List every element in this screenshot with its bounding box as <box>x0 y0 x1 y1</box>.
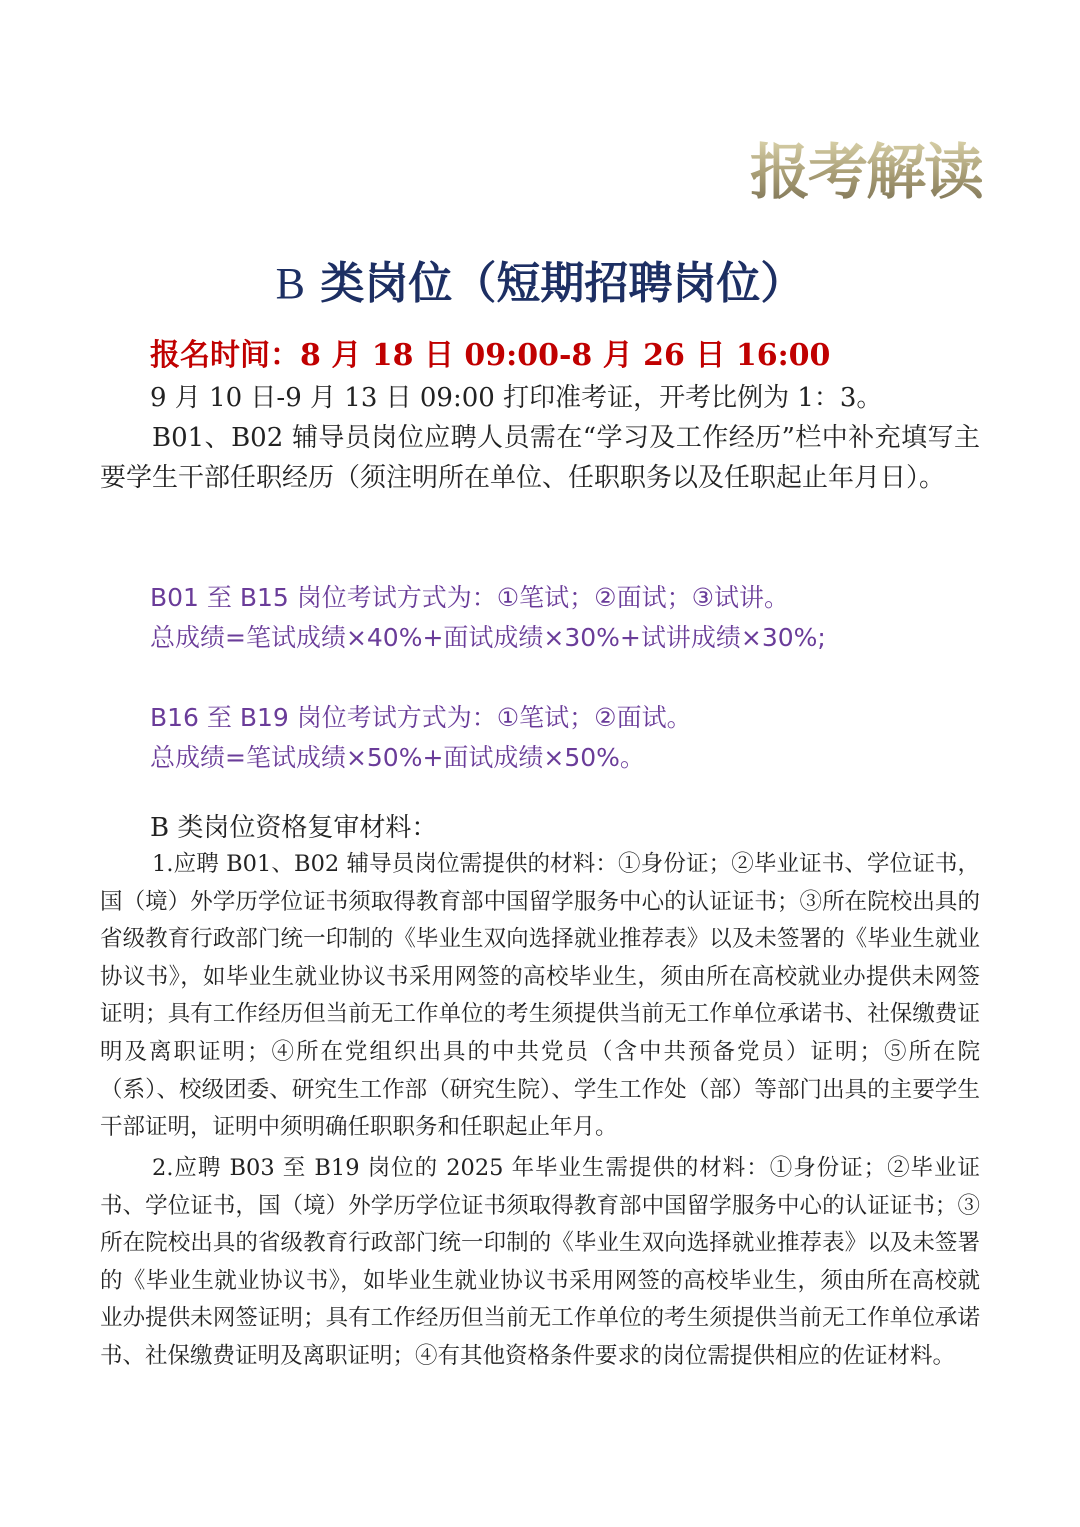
title-text: 类岗位（短期招聘岗位） <box>305 258 805 309</box>
print-notice: 9 月 10 日-9 月 13 日 09:00 打印准考证，开考比例为 1：3。 <box>150 383 883 413</box>
review-item-1: 1.应聘 B01、B02 辅导员岗位需提供的材料：①身份证；②毕业证书、学位证书，国（境）外学历学位证书须取得教育部中国留学服务中心的认证证书；③所在院校出具的省级教育行政部门统一印制的《毕业生双向选择就业推荐表》以及未签署的《毕业生就业协议书》，如毕业生就业协议书采用网签的高校毕业生，须由所在高校就业办提供未网签证明；具有工作经历但当前无工作单位的考生须提供当前无工作单位承诺书、社保缴费证明及离职证明；④所在党组织出具的中共党员（含中共预备党员）证明；⑤所在院（系）、校级团委、研究生工作部（研究生院）、学生工作处（部）等部门出具的主要学生干部证明，证明中须明确任职职务和任职起止年月。 <box>100 851 980 1141</box>
exam-formula: 总成绩=笔试成绩×40%+面试成绩×30%+试讲成绩×30%; <box>150 623 826 652</box>
corner-tag: 报考解读 <box>750 138 982 208</box>
counselor-note: B01、B02 辅导员岗位应聘人员需在“学习及工作经历”栏中补充填写主要学生干部任职经历（须注明所在单位、任职职务以及任职起止年月日）。 <box>100 423 980 493</box>
exam-group-2 <box>150 698 1030 778</box>
exam-formula: 总成绩=笔试成绩×50%+面试成绩×50%。 <box>150 743 645 772</box>
title-letter: B <box>275 259 306 308</box>
exam-group-1 <box>150 578 1030 658</box>
exam-method: B01 至 B15 岗位考试方式为：①笔试；②面试；③试讲。 <box>150 583 790 612</box>
page-title <box>0 258 1080 311</box>
review-item-2: 2.应聘 B03 至 B19 岗位的 2025 年毕业生需提供的材料：①身份证；②毕业证书、学位证书，国（境）外学历学位证书须取得教育部中国留学服务中心的认证证书；③所在院校出具的省级教育行政部门统一印制的《毕业生双向选择就业推荐表》以及未签署的《毕业生就业协议书》，如毕业生就业协议书采用网签的高校毕业生，须由所在高校就业办提供未网签证明；具有工作经历但当前无工作单位的考生须提供当前无工作单位承诺书、社保缴费证明及离职证明；④有其他资格条件要求的岗位需提供相应的佐证材料。 <box>100 1155 980 1369</box>
exam-method: B16 至 B19 岗位考试方式为：①笔试；②面试。 <box>150 703 692 732</box>
review-heading: B 类岗位资格复审材料： <box>150 813 438 843</box>
registration-time: 报名时间：8 月 18 日 09:00-8 月 26 日 16:00 <box>150 338 831 373</box>
